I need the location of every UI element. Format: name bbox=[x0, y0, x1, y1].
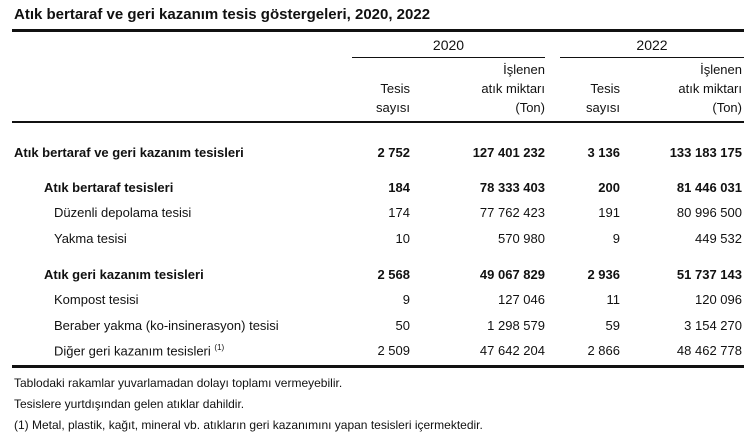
cell-count-2020: 2 509 bbox=[377, 343, 410, 358]
table-row bbox=[0, 205, 750, 225]
table-title: Atık bertaraf ve geri kazanım tesis göstergeleri, 2020, 2022 bbox=[14, 6, 431, 23]
cell-count-2020: 2 752 bbox=[377, 145, 410, 160]
year-2022-underline bbox=[560, 57, 744, 58]
row-label: Atık bertaraf tesisleri bbox=[44, 180, 174, 195]
top-rule bbox=[12, 29, 744, 32]
header-count-2020 bbox=[376, 79, 410, 117]
row-label bbox=[54, 343, 224, 358]
header-line: (Ton) bbox=[515, 100, 545, 115]
cell-count-2020: 2 568 bbox=[377, 267, 410, 282]
year-2020-underline bbox=[352, 57, 545, 58]
cell-count-2020: 174 bbox=[388, 205, 410, 220]
cell-amount-2022: 81 446 031 bbox=[676, 180, 742, 195]
note-rounding: Tablodaki rakamlar yuvarlamadan dolayı toplamı vermeyebilir. bbox=[14, 376, 343, 390]
table-row bbox=[0, 145, 750, 165]
row-label-text: Diğer geri kazanım tesisleri bbox=[54, 343, 211, 359]
row-label: Düzenli depolama tesisi bbox=[54, 205, 192, 220]
header-line: sayısı bbox=[376, 100, 410, 115]
footnote-marker: (1) bbox=[214, 343, 225, 352]
header-line: sayısı bbox=[586, 100, 620, 115]
table-row bbox=[0, 292, 750, 312]
table-row bbox=[0, 318, 750, 338]
header-line: Tesis bbox=[380, 81, 410, 96]
cell-amount-2022: 133 183 175 bbox=[669, 145, 742, 160]
cell-amount-2022: 80 996 500 bbox=[676, 205, 742, 220]
cell-count-2022: 2 866 bbox=[587, 343, 620, 358]
header-amount-2022 bbox=[678, 60, 742, 117]
cell-amount-2020: 127 401 232 bbox=[472, 145, 545, 160]
cell-amount-2022: 449 532 bbox=[695, 231, 742, 246]
header-rule bbox=[12, 121, 744, 123]
header-line: atık miktarı bbox=[678, 81, 742, 96]
cell-amount-2022: 48 462 778 bbox=[676, 343, 742, 358]
cell-amount-2020: 127 046 bbox=[498, 292, 545, 307]
cell-count-2022: 3 136 bbox=[587, 145, 620, 160]
year-header-2022: 2022 bbox=[636, 37, 668, 53]
row-label: Kompost tesisi bbox=[54, 292, 139, 307]
cell-count-2020: 50 bbox=[395, 318, 410, 333]
cell-amount-2020: 49 067 829 bbox=[479, 267, 545, 282]
cell-count-2022: 9 bbox=[612, 231, 620, 246]
cell-count-2022: 200 bbox=[598, 180, 620, 195]
cell-amount-2022: 51 737 143 bbox=[676, 267, 742, 282]
table-row bbox=[0, 231, 750, 251]
cell-amount-2022: 120 096 bbox=[695, 292, 742, 307]
header-line: İşlenen bbox=[503, 62, 545, 77]
note-imports: Tesislere yurtdışından gelen atıklar dahildir. bbox=[14, 397, 245, 411]
header-line: İşlenen bbox=[700, 62, 742, 77]
row-label: Yakma tesisi bbox=[54, 231, 127, 246]
cell-count-2020: 9 bbox=[402, 292, 410, 307]
header-count-2022 bbox=[586, 79, 620, 117]
row-label: Atık bertaraf ve geri kazanım tesisleri bbox=[14, 145, 244, 160]
table-row bbox=[0, 180, 750, 200]
row-label: Atık geri kazanım tesisleri bbox=[44, 267, 204, 282]
cell-amount-2020: 1 298 579 bbox=[487, 318, 545, 333]
cell-amount-2020: 77 762 423 bbox=[479, 205, 545, 220]
header-line: Tesis bbox=[590, 81, 620, 96]
cell-count-2020: 10 bbox=[395, 231, 410, 246]
cell-amount-2020: 47 642 204 bbox=[479, 343, 545, 358]
cell-count-2022: 191 bbox=[598, 205, 620, 220]
note-footnote-1: (1) Metal, plastik, kağıt, mineral vb. atıkların geri kazanımını yapan tesisleri içermektedir. bbox=[14, 418, 483, 432]
cell-count-2020: 184 bbox=[388, 180, 410, 195]
table-row bbox=[0, 267, 750, 287]
header-amount-2020 bbox=[481, 60, 545, 117]
table-row bbox=[0, 343, 750, 363]
cell-count-2022: 2 936 bbox=[587, 267, 620, 282]
cell-amount-2022: 3 154 270 bbox=[684, 318, 742, 333]
cell-amount-2020: 78 333 403 bbox=[479, 180, 545, 195]
header-line: (Ton) bbox=[712, 100, 742, 115]
cell-count-2022: 11 bbox=[606, 292, 620, 307]
cell-count-2022: 59 bbox=[605, 318, 620, 333]
bottom-rule bbox=[12, 365, 744, 368]
row-label: Beraber yakma (ko-insinerasyon) tesisi bbox=[54, 318, 279, 333]
cell-amount-2020: 570 980 bbox=[498, 231, 545, 246]
header-line: atık miktarı bbox=[481, 81, 545, 96]
year-header-2020: 2020 bbox=[432, 37, 465, 53]
